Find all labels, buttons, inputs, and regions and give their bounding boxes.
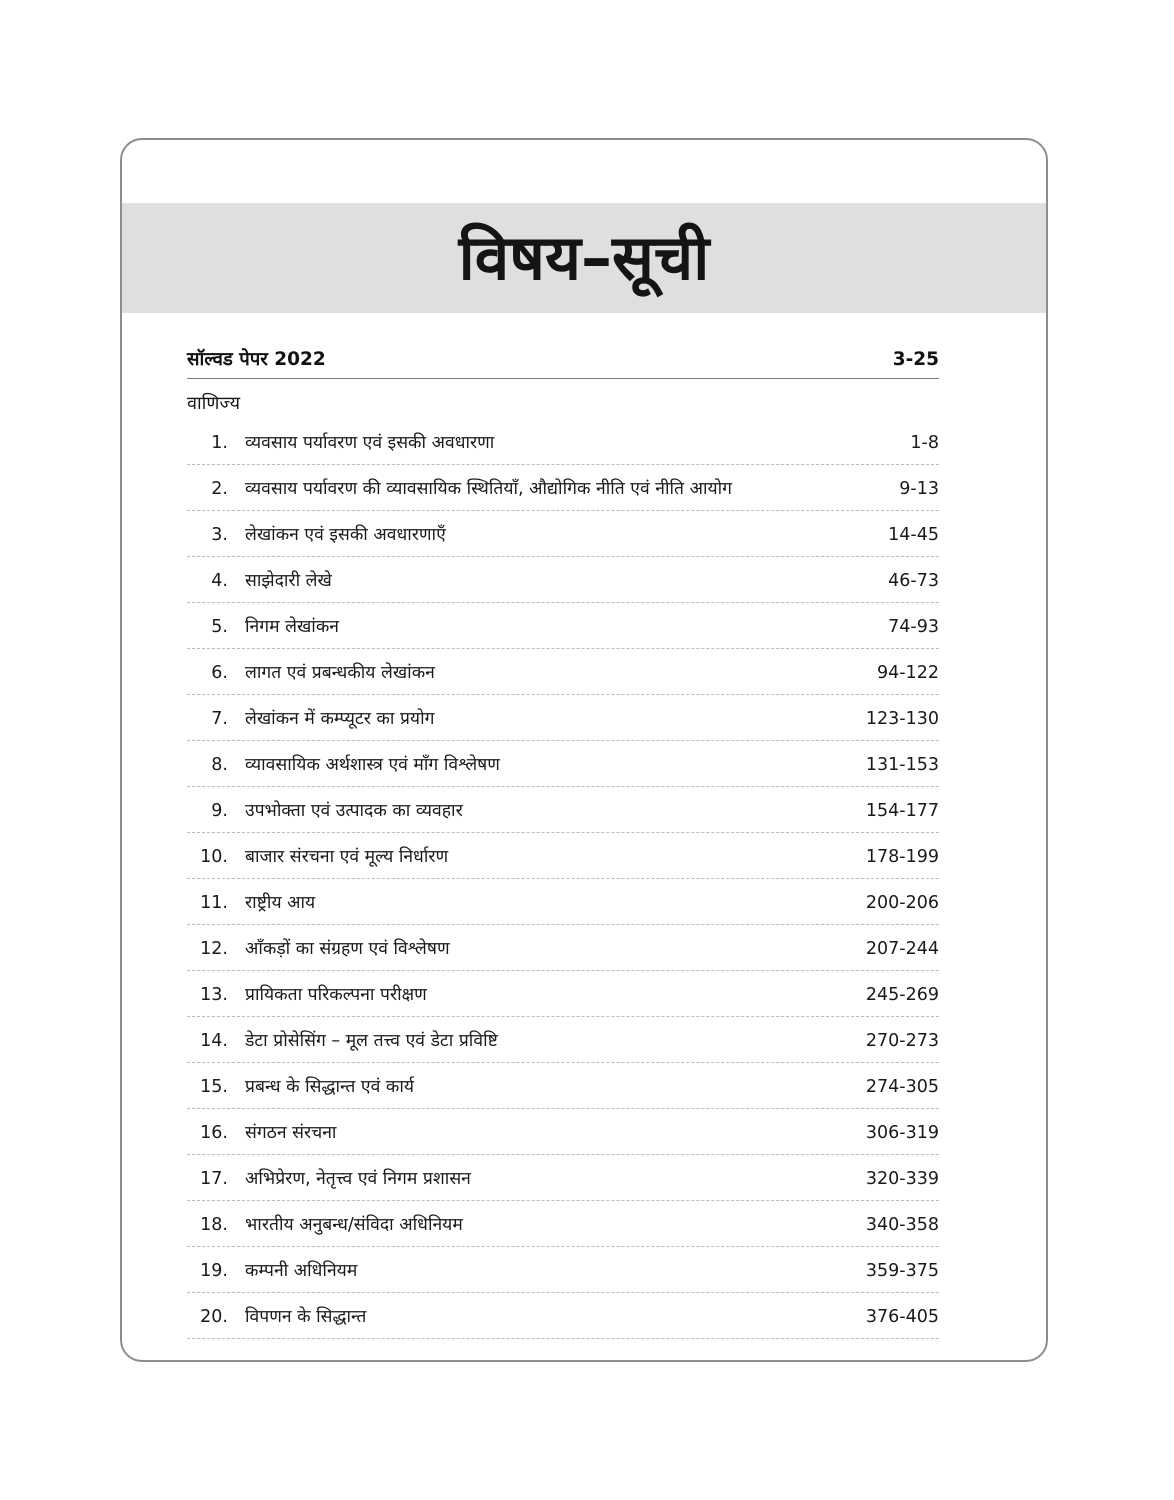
toc-entry-label: बाजार संरचना एवं मूल्य निर्धारण bbox=[245, 847, 449, 867]
toc-entry-label: व्यवसाय पर्यावरण की व्यावसायिक स्थितियाँ, औद्योगिक नीति एवं नीति आयोग bbox=[245, 479, 733, 499]
toc-entry-number: 1. bbox=[211, 433, 228, 453]
toc-entry-pages: 46-73 bbox=[888, 571, 939, 591]
toc-entry-number: 8. bbox=[211, 755, 228, 775]
toc-entry-pages: 1-8 bbox=[910, 433, 939, 453]
toc-entry-pages: 320-339 bbox=[865, 1169, 939, 1189]
toc-entry-label: आँकड़ों का संग्रहण एवं विश्लेषण bbox=[245, 939, 450, 959]
toc-entry[interactable] bbox=[187, 1293, 939, 1339]
page-title: विषय–सूची bbox=[458, 221, 710, 294]
toc-entry-label: राष्ट्रीय आय bbox=[245, 893, 316, 913]
toc-entry-number: 10. bbox=[200, 847, 228, 867]
toc-entry[interactable] bbox=[187, 649, 939, 695]
toc-entry-pages: 123-130 bbox=[865, 709, 939, 729]
title-band bbox=[122, 203, 1046, 313]
toc-entry-pages: 359-375 bbox=[865, 1261, 939, 1281]
toc-entry-number: 7. bbox=[211, 709, 228, 729]
toc-entry[interactable] bbox=[187, 787, 939, 833]
toc-entry-label: संगठन संरचना bbox=[245, 1123, 337, 1143]
toc-entry-number: 14. bbox=[200, 1031, 228, 1051]
toc-entry[interactable] bbox=[187, 833, 939, 879]
toc-entry[interactable] bbox=[187, 879, 939, 925]
toc-entry-pages: 9-13 bbox=[899, 479, 939, 499]
toc-entry-pages: 270-273 bbox=[865, 1031, 939, 1051]
toc-entry-pages: 74-93 bbox=[888, 617, 939, 637]
toc-entry-pages: 274-305 bbox=[865, 1077, 939, 1097]
section-heading: वाणिज्य bbox=[187, 393, 241, 414]
toc-entry[interactable] bbox=[187, 511, 939, 557]
toc-entry-label: प्रबन्ध के सिद्धान्त एवं कार्य bbox=[245, 1077, 415, 1097]
toc-entry[interactable] bbox=[187, 557, 939, 603]
toc-entry-pages: 94-122 bbox=[877, 663, 939, 683]
toc-entry-pages: 245-269 bbox=[865, 985, 939, 1005]
toc-entry-label: साझेदारी लेखे bbox=[245, 571, 332, 591]
toc-entry-pages: 178-199 bbox=[865, 847, 939, 867]
toc-entry-number: 16. bbox=[200, 1123, 228, 1143]
toc-entry-label: निगम लेखांकन bbox=[245, 617, 339, 637]
toc-entry[interactable] bbox=[187, 1247, 939, 1293]
toc-entry[interactable] bbox=[187, 419, 939, 465]
toc-entry[interactable] bbox=[187, 1017, 939, 1063]
toc-entry-pages: 207-244 bbox=[865, 939, 939, 959]
toc-entry-number: 19. bbox=[200, 1261, 228, 1281]
toc-entry-label: लेखांकन एवं इसकी अवधारणाएँ bbox=[245, 525, 446, 545]
solved-paper-pages: 3-25 bbox=[892, 349, 939, 370]
toc-entry[interactable] bbox=[187, 971, 939, 1017]
toc-entry-label: व्यवसाय पर्यावरण एवं इसकी अवधारणा bbox=[245, 433, 495, 453]
toc-entry-pages: 306-319 bbox=[865, 1123, 939, 1143]
toc-entry[interactable] bbox=[187, 1109, 939, 1155]
toc-entry-number: 17. bbox=[200, 1169, 228, 1189]
toc-entry-pages: 14-45 bbox=[888, 525, 939, 545]
toc-entry-pages: 200-206 bbox=[865, 893, 939, 913]
toc-entry[interactable] bbox=[187, 465, 939, 511]
toc-entry-pages: 376-405 bbox=[865, 1307, 939, 1327]
toc-entry[interactable] bbox=[187, 1155, 939, 1201]
toc-entry-number: 11. bbox=[200, 893, 228, 913]
toc-entry-pages: 131-153 bbox=[865, 755, 939, 775]
toc-entry-number: 15. bbox=[200, 1077, 228, 1097]
toc-entry[interactable] bbox=[187, 603, 939, 649]
table-of-contents bbox=[187, 346, 939, 1339]
toc-entry-number: 9. bbox=[211, 801, 228, 821]
toc-entry-number: 12. bbox=[200, 939, 228, 959]
toc-entry[interactable] bbox=[187, 695, 939, 741]
toc-entry[interactable] bbox=[187, 741, 939, 787]
toc-entry-label: डेटा प्रोसेसिंग – मूल तत्त्व एवं डेटा प्रविष्टि bbox=[245, 1031, 498, 1051]
toc-entry-number: 3. bbox=[211, 525, 228, 545]
toc-entry-number: 18. bbox=[200, 1215, 228, 1235]
toc-entry-label: लागत एवं प्रबन्धकीय लेखांकन bbox=[245, 663, 435, 683]
toc-entry-number: 13. bbox=[200, 985, 228, 1005]
toc-entry-label: लेखांकन में कम्प्यूटर का प्रयोग bbox=[245, 709, 435, 729]
toc-entry-number: 4. bbox=[211, 571, 228, 591]
toc-entry-label: उपभोक्ता एवं उत्पादक का व्यवहार bbox=[245, 801, 463, 821]
solved-paper-label: सॉल्वड पेपर 2022 bbox=[187, 349, 326, 370]
solved-paper-row[interactable] bbox=[187, 346, 939, 378]
toc-entry-number: 2. bbox=[211, 479, 228, 499]
toc-entry-label: व्यावसायिक अर्थशास्त्र एवं माँग विश्लेषण bbox=[245, 755, 500, 775]
toc-entry-pages: 154-177 bbox=[865, 801, 939, 821]
toc-entry-label: कम्पनी अधिनियम bbox=[245, 1261, 358, 1281]
toc-entry-label: अभिप्रेरण, नेतृत्त्व एवं निगम प्रशासन bbox=[245, 1169, 471, 1189]
toc-entry[interactable] bbox=[187, 1201, 939, 1247]
toc-entry-label: विपणन के सिद्धान्त bbox=[245, 1307, 367, 1327]
toc-entry-label: भारतीय अनुबन्ध/संविदा अधिनियम bbox=[245, 1215, 463, 1235]
toc-entry-number: 20. bbox=[200, 1307, 228, 1327]
toc-entry-number: 6. bbox=[211, 663, 228, 683]
page-frame bbox=[120, 138, 1048, 1362]
toc-entry[interactable] bbox=[187, 1063, 939, 1109]
toc-entry-label: प्रायिकता परिकल्पना परीक्षण bbox=[245, 985, 427, 1005]
toc-list bbox=[187, 419, 939, 1339]
toc-entry-pages: 340-358 bbox=[865, 1215, 939, 1235]
toc-entry[interactable] bbox=[187, 925, 939, 971]
toc-entry-number: 5. bbox=[211, 617, 228, 637]
